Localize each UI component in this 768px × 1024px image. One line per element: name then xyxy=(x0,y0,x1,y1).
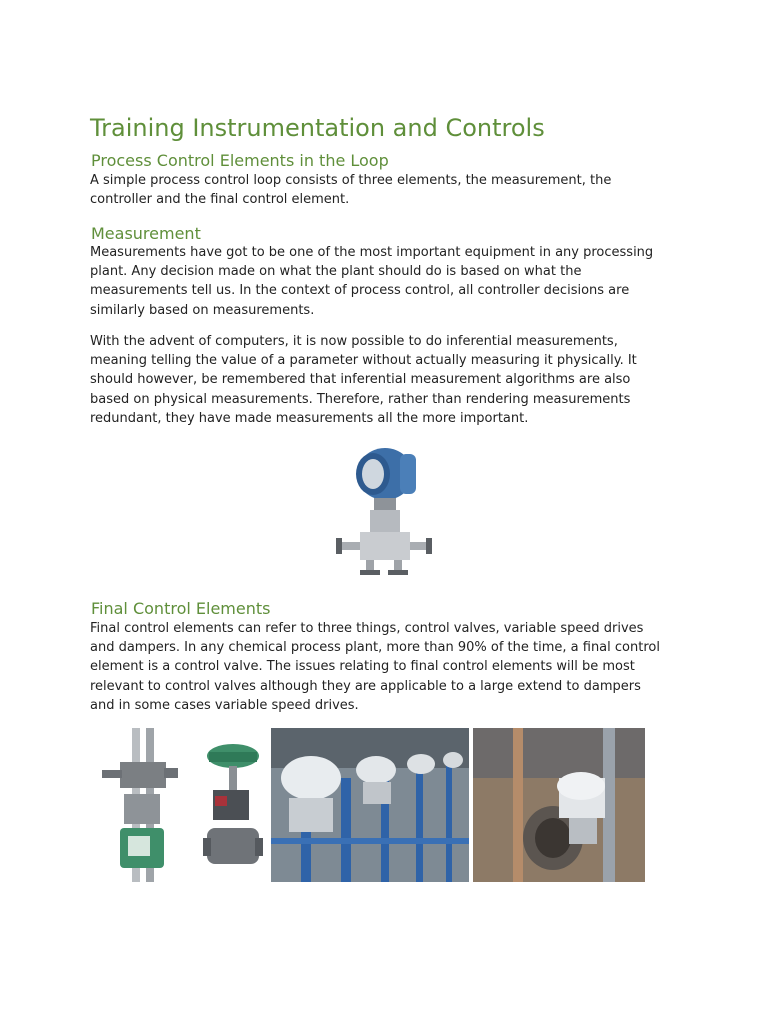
section-heading-process-control: Process Control Elements in the Loop xyxy=(91,151,389,170)
text-line: measurements tell us. In the context of process control, all controller decisions are xyxy=(90,283,630,299)
page-title: Training Instrumentation and Controls xyxy=(90,114,545,142)
text-line: should however, be remembered that inferential measurement algorithms are also xyxy=(90,372,631,388)
section-heading-final-control: Final Control Elements xyxy=(91,599,271,618)
text-line: meaning telling the value of a parameter without actually measuring it physically. It xyxy=(90,353,637,369)
text-line: based on physical measurements. Therefore, rather than rendering measurements xyxy=(90,391,631,407)
paragraph-final-control xyxy=(90,619,690,715)
text-line: and in some cases variable speed drives. xyxy=(90,697,359,713)
flow-meter-photo xyxy=(98,728,182,882)
text-line: similarly based on measurements. xyxy=(90,302,315,318)
control-valve-photo xyxy=(203,740,263,870)
text-line: controller and the final control element. xyxy=(90,192,350,208)
text-line: relevant to control valves although they are applicable to a large extend to dampers xyxy=(90,678,641,694)
paragraph-process-control xyxy=(90,171,690,209)
paragraph-measurement-1 xyxy=(90,243,690,320)
text-line: Final control elements can refer to three things, control valves, variable speed drives xyxy=(90,621,644,636)
transmitter-array-photo xyxy=(271,728,469,882)
paragraph-measurement-2 xyxy=(90,332,690,428)
text-line: Measurements have got to be one of the most important equipment in any processing xyxy=(90,245,654,260)
section-heading-measurement: Measurement xyxy=(91,224,201,243)
pressure-transmitter-photo xyxy=(330,442,436,582)
text-line: plant. Any decision made on what the plant should do is based on what the xyxy=(90,264,582,280)
text-line: redundant, they have made measurements all the more important. xyxy=(90,410,529,426)
text-line: With the advent of computers, it is now possible to do inferential measurements, xyxy=(90,334,618,349)
field-transmitter-photo xyxy=(473,728,645,882)
text-line: element is a control valve. The issues relating to final control elements will be most xyxy=(90,659,635,675)
text-line: A simple process control loop consists of three elements, the measurement, the xyxy=(90,173,612,188)
text-line: and dampers. In any chemical process plant, more than 90% of the time, a final control xyxy=(90,640,660,656)
